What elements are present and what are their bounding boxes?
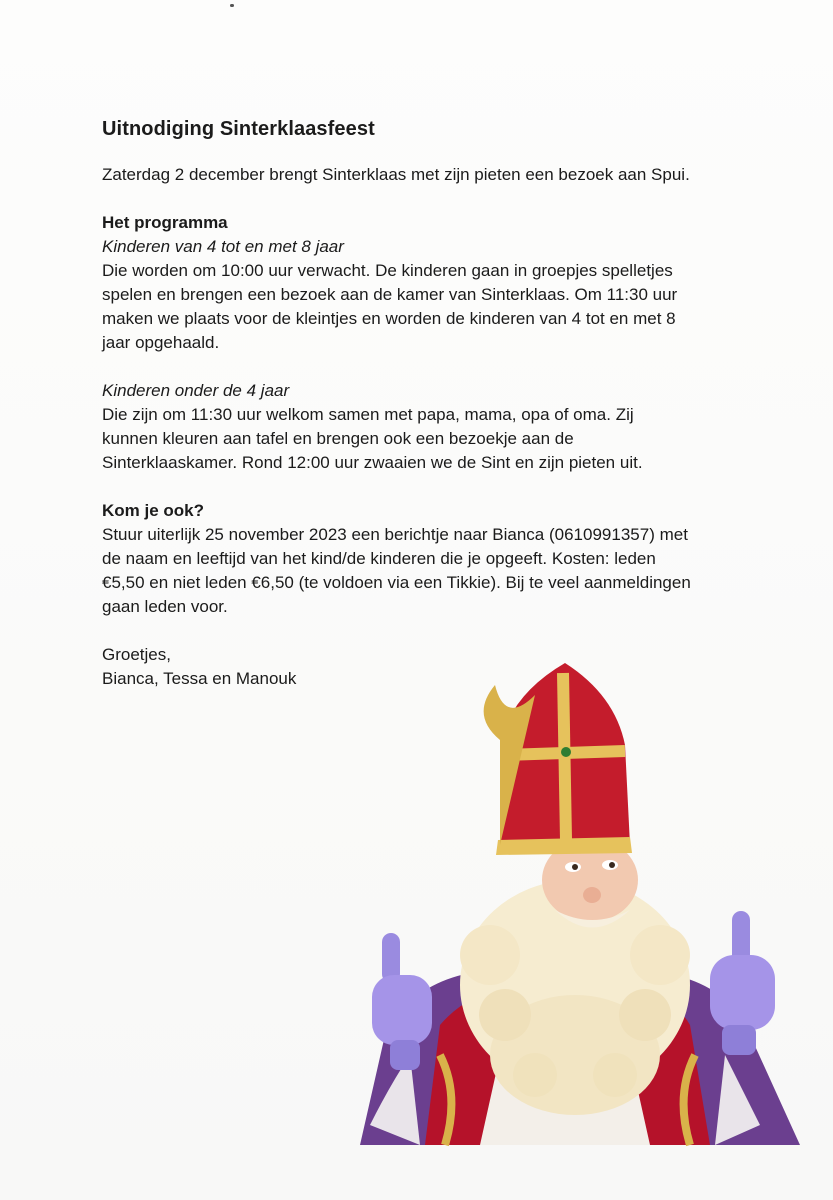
group1-line: jaar opgehaald. <box>102 333 220 352</box>
group2-line: Sinterklaaskamer. Rond 12:00 uur zwaaien we de Sint en zijn pieten uit. <box>102 453 643 472</box>
signup-line: €5,50 en niet leden €6,50 (te voldoen via een Tikkie). Bij te veel aanmeldingen <box>102 573 691 592</box>
greeting: Groetjes, <box>102 645 171 664</box>
group1-line: maken we plaats voor de kleintjes en worden de kinderen van 4 tot en met 8 <box>102 309 676 328</box>
signup-line: Stuur uiterlijk 25 november 2023 een berichtje naar Bianca (0610991357) met <box>102 525 688 544</box>
group1-subtitle: Kinderen van 4 tot en met 8 jaar <box>102 237 344 256</box>
mitre-shape <box>484 663 632 855</box>
group2-line: Die zijn om 11:30 uur welkom samen met papa, mama, opa of oma. Zij <box>102 405 634 424</box>
group1-line: Die worden om 10:00 uur verwacht. De kinderen gaan in groepjes spelletjes <box>102 261 673 280</box>
signup-line: gaan leden voor. <box>102 597 228 616</box>
signature-names: Bianca, Tessa en Manouk <box>102 669 297 688</box>
intro-text: Zaterdag 2 december brengt Sinterklaas met zijn pieten een bezoek aan Spui. <box>102 165 690 184</box>
letter-body <box>102 118 762 691</box>
group2-line: kunnen kleuren aan tafel en brengen ook een bezoekje aan de <box>102 429 574 448</box>
signup-section <box>102 499 762 619</box>
program-section <box>102 211 762 475</box>
page-title: Uitnodiging Sinterklaasfeest <box>102 118 375 140</box>
scan-speck <box>230 4 234 7</box>
program-heading: Het programma <box>102 213 228 232</box>
group2-subtitle: Kinderen onder de 4 jaar <box>102 381 290 400</box>
signup-line: de naam en leeftijd van het kind/de kinderen die je opgeeft. Kosten: leden <box>102 549 656 568</box>
sinterklaas-illustration <box>330 655 805 1155</box>
group1-line: spelen en brengen een bezoek aan de kamer van Sinterklaas. Om 11:30 uur <box>102 285 678 304</box>
signup-heading: Kom je ook? <box>102 501 205 520</box>
group2-block <box>102 379 762 475</box>
